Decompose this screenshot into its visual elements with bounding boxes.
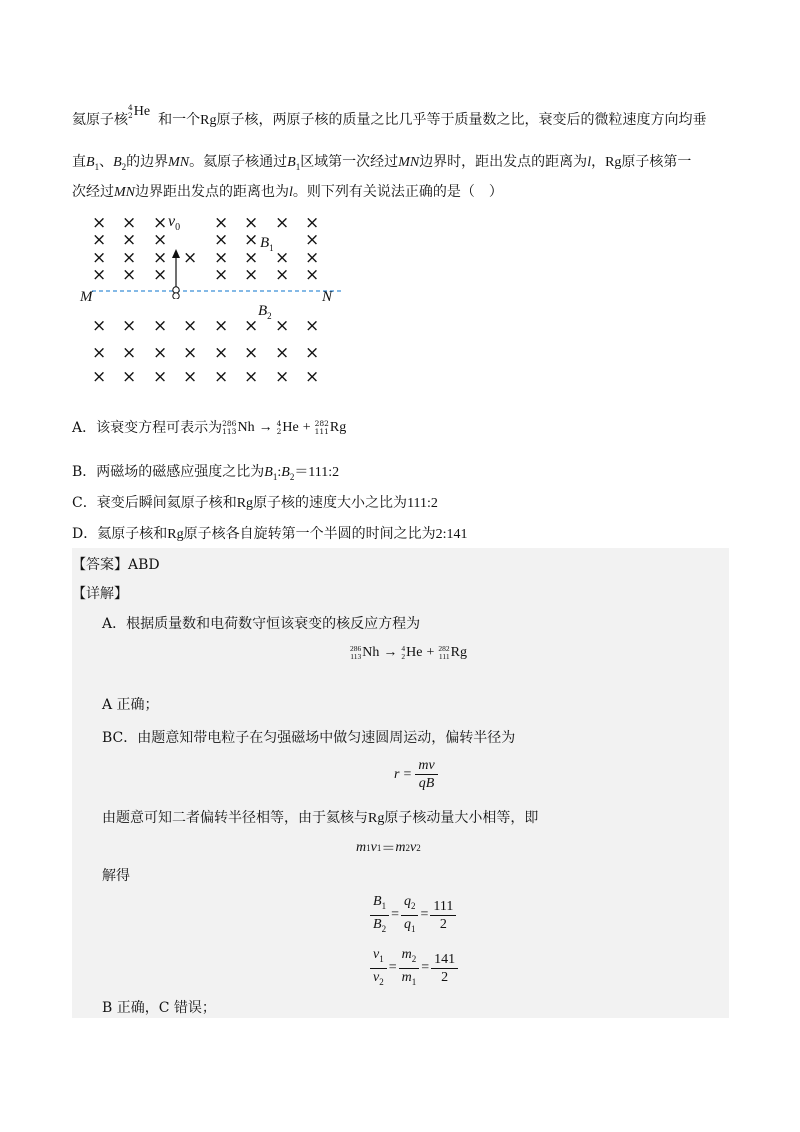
field-mark-icon: × bbox=[122, 343, 137, 363]
field-mark-icon: × bbox=[305, 248, 320, 268]
field-mark-icon: × bbox=[92, 230, 107, 250]
option-d: D．氦原子核和Rg原子核各自旋转第一个半圆的时间之比为2:141 bbox=[72, 526, 468, 542]
field-mark-icon: × bbox=[153, 213, 168, 233]
field-mark-icon: × bbox=[183, 367, 198, 387]
field-mark-icon: × bbox=[92, 367, 107, 387]
field-mark-icon: × bbox=[92, 248, 107, 268]
helium-nuclide: 4 2 He bbox=[128, 103, 151, 120]
v0-label: $v_0$ bbox=[168, 213, 181, 234]
field-mark-icon: × bbox=[244, 213, 259, 233]
field-mark-icon: × bbox=[122, 248, 137, 268]
field-mark-icon: × bbox=[305, 343, 320, 363]
bc-result-text: B 正确，C 错误； bbox=[102, 1000, 216, 1016]
field-mark-icon: × bbox=[153, 230, 168, 250]
field-mark-icon: × bbox=[92, 316, 107, 336]
field-mark-icon: × bbox=[305, 316, 320, 336]
momentum-equation: m 1 v 1 ＝ m 2 v 2 bbox=[356, 840, 421, 857]
field-mark-icon: × bbox=[244, 316, 259, 336]
field-ratio-equation: $\frac{B_1}{B_2}$ = $\frac{q_2}{q_1}$ = $\frac{111}{2}$ bbox=[370, 893, 456, 938]
field-mark-icon: × bbox=[92, 213, 107, 233]
field-mark-icon: × bbox=[244, 230, 259, 250]
field-mark-icon: × bbox=[305, 230, 320, 250]
velocity-ratio-equation: $\frac{v_1}{v_2}$ = $\frac{m_2}{m_1}$ = $\frac{141}{2}$ bbox=[370, 946, 458, 991]
question-line-1: 氦原子核 4 2 He 和一个Rg原子核，两原子核的质量之比几乎等于质量数之比，衰变后的微粒速度方向均垂 bbox=[72, 103, 707, 128]
field-mark-icon: × bbox=[214, 265, 229, 285]
field-mark-icon: × bbox=[244, 343, 259, 363]
field-mark-icon: × bbox=[122, 213, 137, 233]
question-line-2: 直$B_1$、$B_2$的边界MN。氦原子核通过$B_1$区域第一次经过MN边界时，距出发点的距离为l，Rg原子核第一 bbox=[72, 154, 692, 172]
field-mark-icon: × bbox=[122, 230, 137, 250]
field-mark-icon: × bbox=[183, 343, 198, 363]
field-mark-icon: × bbox=[214, 230, 229, 250]
field-mark-icon: × bbox=[153, 316, 168, 336]
field-mark-icon: × bbox=[214, 316, 229, 336]
n-label: N bbox=[322, 289, 333, 305]
b2-label: $B_2$ bbox=[258, 303, 272, 321]
reaction-equation: 286 113 Nh → 4 2 He + 282 111 Rg bbox=[350, 644, 467, 661]
field-mark-icon: × bbox=[275, 265, 290, 285]
field-mark-icon: × bbox=[275, 213, 290, 233]
field-mark-icon: × bbox=[153, 248, 168, 268]
field-mark-icon: × bbox=[153, 367, 168, 387]
magnetic-field-figure bbox=[72, 205, 342, 400]
field-mark-icon: × bbox=[214, 248, 229, 268]
solution-mid-text: 由题意可知二者偏转半径相等，由于氦核与Rg原子核动量大小相等，即 bbox=[102, 810, 539, 826]
field-mark-icon: × bbox=[244, 367, 259, 387]
field-mark-icon: × bbox=[305, 265, 320, 285]
a-correct-text: A 正确； bbox=[102, 697, 159, 713]
field-mark-icon: × bbox=[92, 265, 107, 285]
field-mark-icon: × bbox=[214, 343, 229, 363]
b1-label: $B_1$ bbox=[260, 235, 274, 253]
field-mark-icon: × bbox=[122, 265, 137, 285]
field-mark-icon: × bbox=[275, 316, 290, 336]
question-line-3: 次经过MN边界距出发点的距离也为l。则下列有关说法正确的是（ ） bbox=[72, 184, 503, 200]
field-mark-icon: × bbox=[122, 316, 137, 336]
field-mark-icon: × bbox=[153, 343, 168, 363]
option-c: C．衰变后瞬间氦原子核和Rg原子核的速度大小之比为111:2 bbox=[72, 495, 438, 511]
field-mark-icon: × bbox=[183, 248, 198, 268]
solve-text: 解得 bbox=[102, 868, 130, 884]
field-mark-icon: × bbox=[305, 367, 320, 387]
field-mark-icon: × bbox=[305, 213, 320, 233]
radius-equation: r = $\frac{mv}{qB}$ bbox=[394, 757, 438, 792]
m-label: M bbox=[80, 289, 93, 305]
field-mark-icon: × bbox=[92, 343, 107, 363]
answer-line: 【答案】ABD bbox=[72, 557, 160, 573]
option-b: B．两磁场的磁感应强度之比为$B_1:B_2=111:2$ bbox=[72, 464, 340, 482]
detail-title: 【详解】 bbox=[72, 586, 128, 602]
field-mark-icon: × bbox=[183, 316, 198, 336]
solution-bc-text: BC．由题意知带电粒子在匀强磁场中做匀速圆周运动，偏转半径为 bbox=[102, 730, 516, 746]
boundary-mn-dashed-line bbox=[92, 289, 342, 293]
solution-a-text: A．根据质量数和电荷数守恒该衰变的核反应方程为 bbox=[102, 616, 421, 632]
field-mark-icon: × bbox=[122, 367, 137, 387]
field-mark-icon: × bbox=[244, 248, 259, 268]
field-mark-icon: × bbox=[275, 367, 290, 387]
field-mark-icon: × bbox=[244, 265, 259, 285]
field-mark-icon: × bbox=[214, 367, 229, 387]
field-mark-icon: × bbox=[275, 248, 290, 268]
field-mark-icon: × bbox=[214, 213, 229, 233]
field-mark-icon: × bbox=[275, 343, 290, 363]
velocity-arrow-icon bbox=[170, 249, 182, 299]
option-a: A．该衰变方程可表示为 286 113 Nh → 4 2 He + 282 111 Rg bbox=[72, 419, 347, 436]
field-mark-icon: × bbox=[153, 265, 168, 285]
